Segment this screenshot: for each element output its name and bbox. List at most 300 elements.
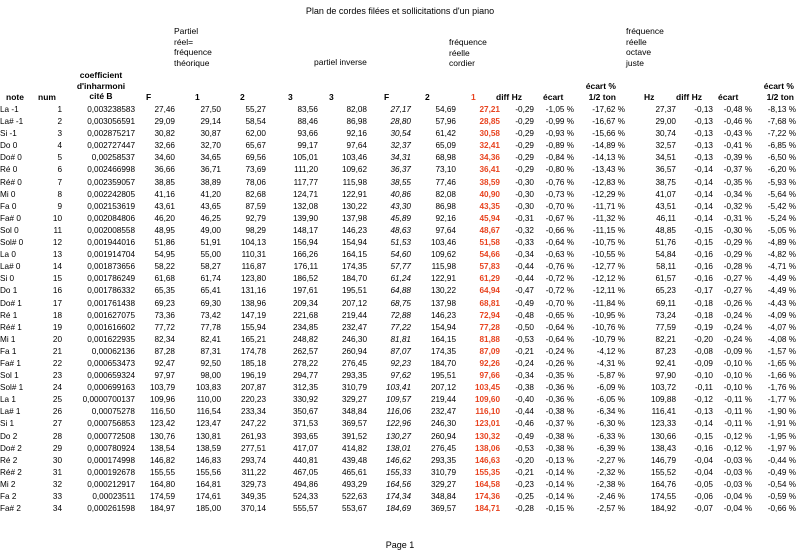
cell-note: Fa# 2 xyxy=(0,504,21,514)
cell-ecart-pct2: -4,71 % xyxy=(767,262,796,272)
table-row xyxy=(0,177,796,189)
cell-freq-octave: 38,75 xyxy=(655,177,676,187)
cell-inv2: 82,08 xyxy=(435,189,456,199)
table-row xyxy=(0,273,796,285)
cell-diff-hz: -0,44 xyxy=(515,262,534,272)
cell-p2: 55,27 xyxy=(245,105,266,114)
cell-p2: 370,14 xyxy=(240,504,266,514)
cell-p2: 165,21 xyxy=(240,334,266,344)
cell-f: 65,35 xyxy=(154,286,175,296)
cell-diff-hz2: -0,05 xyxy=(694,479,713,489)
cell-coef-b: 0,00258537 xyxy=(91,153,135,163)
cell-inv3: 82,08 xyxy=(346,105,367,114)
cell-f: 32,66 xyxy=(154,141,175,151)
cell-freq-octave: 54,84 xyxy=(655,250,676,260)
cell-inv2: 122,91 xyxy=(430,274,456,284)
cell-inv3: 369,57 xyxy=(341,419,367,429)
cell-diff-hz2: -0,14 xyxy=(694,177,713,187)
cell-diff-hz: -0,21 xyxy=(515,467,534,477)
cell-diff-hz: -0,49 xyxy=(515,298,534,308)
cell-f: 29,09 xyxy=(154,117,175,127)
cell-ecart: -0,36 % xyxy=(545,383,574,393)
cell-freq-cordier: 34,36 xyxy=(479,153,500,163)
cell-ecart-pct2: -4,82 % xyxy=(767,250,796,260)
cell-p1: 55,00 xyxy=(200,250,221,260)
cell-inv-f: 34,31 xyxy=(390,153,411,163)
cell-inv3: 310,79 xyxy=(341,383,367,393)
cell-p2: 82,68 xyxy=(245,189,266,199)
coef-inharmonicite-header: coefficient d'inharmoni cité B xyxy=(76,70,126,101)
cell-ecart-pct2: -0,59 % xyxy=(767,492,796,501)
col-header-ecart: écart xyxy=(543,92,564,102)
table-row xyxy=(0,467,796,479)
cell-p2: 155,94 xyxy=(240,322,266,332)
cell-inv-f: 43,30 xyxy=(390,201,411,211)
cell-ecart-pct: -4,12 % xyxy=(596,346,625,356)
cell-freq-cordier: 27,21 xyxy=(479,105,500,114)
cell-diff-hz: -0,25 xyxy=(515,492,534,501)
cell-num: 8 xyxy=(57,189,62,199)
cell-inv3: 553,67 xyxy=(341,504,367,514)
cell-inv3: 195,51 xyxy=(341,286,367,296)
cell-inv-f: 38,55 xyxy=(390,177,411,187)
cell-p3: 209,34 xyxy=(292,298,318,308)
cell-p3: 524,33 xyxy=(292,492,318,501)
cell-ecart-pct2: -6,20 % xyxy=(767,165,796,175)
cell-p2: 329,73 xyxy=(240,479,266,489)
col-header-fb: F xyxy=(384,92,390,102)
cell-f: 36,66 xyxy=(154,165,175,175)
cell-p2: 98,29 xyxy=(245,225,266,235)
cell-p1: 29,14 xyxy=(200,117,221,127)
cell-coef-b: 0,000699163 xyxy=(87,383,135,393)
cell-diff-hz: -0,29 xyxy=(515,105,534,114)
cell-ecart: -0,26 % xyxy=(545,358,574,368)
cell-ecart2: -0,04 % xyxy=(723,504,752,514)
col-header-num: num xyxy=(38,92,56,102)
cell-inv-f: 103,41 xyxy=(385,383,411,393)
cell-num: 21 xyxy=(52,346,62,356)
cell-ecart2: -0,46 % xyxy=(723,117,752,127)
cell-f: 38,85 xyxy=(154,177,175,187)
cell-freq-octave: 73,24 xyxy=(655,310,676,320)
cell-ecart-pct2: -1,77 % xyxy=(767,395,796,405)
cell-ecart-pct: -17,62 % xyxy=(592,105,625,114)
cell-inv-f: 40,86 xyxy=(390,189,411,199)
cell-inv2: 164,15 xyxy=(430,334,456,344)
cell-p1: 146,83 xyxy=(195,455,221,465)
cell-ecart2: -0,03 % xyxy=(723,467,752,477)
cell-p1: 27,50 xyxy=(200,105,221,114)
cell-inv3: 146,23 xyxy=(341,225,367,235)
cell-note: Ré 0 xyxy=(0,165,18,175)
cell-inv3: 465,61 xyxy=(341,467,367,477)
cell-ecart-pct2: -1,97 % xyxy=(767,443,796,453)
cell-note: Fa 2 xyxy=(0,492,17,501)
cell-inv2: 57,96 xyxy=(435,117,456,127)
cell-num: 32 xyxy=(52,479,62,489)
cell-inv3: 109,62 xyxy=(341,165,367,175)
table-row xyxy=(0,334,796,346)
cell-ecart2: -0,10 % xyxy=(723,383,752,393)
cell-inv-f: 97,62 xyxy=(390,371,411,381)
cell-freq-cordier: 138,06 xyxy=(474,443,500,453)
table-row xyxy=(0,491,796,503)
cell-p1: 65,41 xyxy=(200,286,221,296)
cell-p1: 38,89 xyxy=(200,177,221,187)
cell-diff-hz: -0,32 xyxy=(515,225,534,235)
cell-p2: 78,06 xyxy=(245,177,266,187)
cell-diff-hz: -0,21 xyxy=(515,346,534,356)
cell-ecart-pct2: -5,24 % xyxy=(767,213,796,223)
cell-diff-hz2: -0,15 xyxy=(694,431,713,441)
cell-diff-hz2: -0,16 xyxy=(694,262,713,272)
cell-diff-hz: -0,44 xyxy=(515,274,534,284)
cell-inv2: 329,27 xyxy=(430,479,456,489)
cell-num: 31 xyxy=(52,467,62,477)
cell-num: 18 xyxy=(52,310,62,320)
cell-p3: 105,01 xyxy=(292,153,318,163)
cell-f: 73,36 xyxy=(154,310,175,320)
cell-f: 116,50 xyxy=(150,407,175,417)
cell-coef-b: 0,000756853 xyxy=(87,419,135,429)
cell-diff-hz2: -0,07 xyxy=(694,504,713,514)
cell-inv2: 86,98 xyxy=(435,201,456,211)
cell-p3: 139,90 xyxy=(292,213,318,223)
cell-freq-cordier: 38,59 xyxy=(479,177,500,187)
cell-coef-b: 0,001622935 xyxy=(87,334,135,344)
cell-freq-cordier: 43,35 xyxy=(479,201,500,211)
cell-diff-hz2: -0,14 xyxy=(694,419,713,429)
cell-inv-f: 57,77 xyxy=(390,262,411,272)
cell-diff-hz2: -0,13 xyxy=(694,117,713,127)
cell-ecart: -0,63 % xyxy=(545,250,574,260)
cell-freq-cordier: 45,94 xyxy=(479,213,500,223)
cell-diff-hz: -0,34 xyxy=(515,250,534,260)
cell-coef-b: 0,000772508 xyxy=(87,431,135,441)
cell-inv3: 246,30 xyxy=(341,334,367,344)
cell-note: Fa 1 xyxy=(0,346,17,356)
col-header-hz: Hz xyxy=(644,92,655,102)
cell-note: Si 0 xyxy=(0,274,15,284)
cell-inv2: 246,30 xyxy=(430,419,456,429)
cell-ecart-pct: -2,38 % xyxy=(596,479,625,489)
cell-ecart2: -0,48 % xyxy=(723,105,752,114)
cell-num: 7 xyxy=(57,177,62,187)
cell-freq-cordier: 146,63 xyxy=(474,455,500,465)
cell-p1: 51,91 xyxy=(200,238,221,248)
cell-ecart-pct: -10,75 % xyxy=(592,238,625,248)
cell-ecart-pct2: -0,66 % xyxy=(767,504,796,514)
cell-note: Do 2 xyxy=(0,431,18,441)
cell-diff-hz2: -0,13 xyxy=(694,129,713,139)
cell-inv3: 92,16 xyxy=(346,129,367,139)
cell-f: 174,59 xyxy=(149,492,175,501)
cell-note: Ré 2 xyxy=(0,455,18,465)
cell-note: Mi 1 xyxy=(0,334,16,344)
cell-inv-f: 184,69 xyxy=(385,504,411,514)
table-row xyxy=(0,322,796,334)
cell-p2: 293,74 xyxy=(240,455,266,465)
cell-freq-cordier: 68,81 xyxy=(479,298,500,308)
cell-p3: 176,11 xyxy=(293,262,318,272)
cell-inv3: 219,44 xyxy=(341,310,367,320)
cell-ecart-pct: -6,05 % xyxy=(596,395,625,405)
cell-diff-hz: -0,29 xyxy=(515,141,534,151)
cell-ecart2: -0,26 % xyxy=(723,298,752,308)
cell-freq-cordier: 36,41 xyxy=(479,165,500,175)
cell-ecart-pct: -13,43 % xyxy=(592,165,625,175)
cell-coef-b: 0,00062136 xyxy=(91,346,135,356)
cell-diff-hz: -0,44 xyxy=(515,407,534,417)
cell-f: 27,46 xyxy=(154,105,175,114)
cell-note: Sol 1 xyxy=(0,371,19,381)
cell-freq-octave: 41,07 xyxy=(655,189,676,199)
cell-freq-octave: 77,59 xyxy=(655,322,676,332)
cell-inv-f: 64,88 xyxy=(390,286,411,296)
cell-p1: 41,20 xyxy=(200,189,221,199)
cell-ecart2: -0,10 % xyxy=(723,358,752,368)
cell-inv-f: 28,80 xyxy=(390,117,411,127)
cell-f: 48,95 xyxy=(154,225,175,235)
cell-ecart: -0,89 % xyxy=(545,141,574,151)
cell-num: 33 xyxy=(52,492,62,501)
cell-p3: 148,17 xyxy=(292,225,318,235)
cell-ecart2: -0,43 % xyxy=(723,129,752,139)
cell-diff-hz2: -0,08 xyxy=(694,346,713,356)
cell-freq-cordier: 92,26 xyxy=(479,358,500,368)
cell-num: 9 xyxy=(57,201,62,211)
cell-inv3: 103,46 xyxy=(341,153,367,163)
cell-p2: 311,22 xyxy=(241,467,266,477)
table-row xyxy=(0,104,796,116)
cell-num: 17 xyxy=(52,298,62,308)
cell-f: 46,20 xyxy=(154,213,175,223)
cell-p3: 393,65 xyxy=(292,431,318,441)
cell-f: 82,34 xyxy=(154,334,175,344)
cell-num: 15 xyxy=(52,274,62,284)
cell-freq-cordier: 40,90 xyxy=(479,189,500,199)
cell-note: La -1 xyxy=(0,105,19,114)
cell-note: Do# 1 xyxy=(0,298,22,308)
cell-p2: 69,56 xyxy=(245,153,266,163)
cell-num: 13 xyxy=(52,250,62,260)
cell-p3: 186,52 xyxy=(292,274,318,284)
cell-ecart2: -0,11 % xyxy=(724,407,752,417)
cell-p2: 147,19 xyxy=(240,310,266,320)
cell-p3: 124,71 xyxy=(292,189,318,199)
cell-note: Si -1 xyxy=(0,129,17,139)
cell-diff-hz2: -0,10 xyxy=(694,371,713,381)
cell-inv-f: 130,27 xyxy=(385,431,411,441)
cell-num: 5 xyxy=(57,153,62,163)
cell-inv3: 184,70 xyxy=(341,274,367,284)
cell-freq-cordier: 123,01 xyxy=(474,419,500,429)
table-row xyxy=(0,128,796,140)
cell-p3: 467,05 xyxy=(292,467,318,477)
cell-ecart: -0,35 % xyxy=(545,371,574,381)
cell-freq-cordier: 87,09 xyxy=(479,346,500,356)
cell-p1: 103,83 xyxy=(195,383,221,393)
cell-freq-cordier: 30,58 xyxy=(479,129,500,139)
cell-inv-f: 68,75 xyxy=(390,298,411,308)
cell-p3: 132,08 xyxy=(292,201,318,211)
cell-inv3: 115,98 xyxy=(342,177,367,187)
cell-note: Do 0 xyxy=(0,141,18,151)
cell-inv2: 260,94 xyxy=(430,431,456,441)
cell-diff-hz: -0,38 xyxy=(515,383,534,393)
cell-f: 54,95 xyxy=(154,250,175,260)
cell-p2: 92,79 xyxy=(245,213,266,223)
cell-diff-hz: -0,29 xyxy=(515,117,534,127)
cell-diff-hz2: -0,19 xyxy=(694,322,713,332)
cell-freq-octave: 69,11 xyxy=(656,298,676,308)
cell-ecart-pct: -15,66 % xyxy=(592,129,625,139)
cell-ecart-pct2: -5,05 % xyxy=(767,225,796,235)
table-row xyxy=(0,358,796,370)
cell-coef-b: 0,001627075 xyxy=(87,310,135,320)
cell-inv2: 109,62 xyxy=(430,250,456,260)
cell-inv3: 414,82 xyxy=(341,443,367,453)
cell-ecart-pct2: -1,91 % xyxy=(767,419,796,429)
cell-inv3: 232,47 xyxy=(341,322,367,332)
cell-inv3: 130,22 xyxy=(341,201,367,211)
cell-ecart-pct2: -1,65 % xyxy=(767,358,796,368)
cell-freq-octave: 27,37 xyxy=(655,105,676,114)
cell-ecart: -0,76 % xyxy=(545,262,574,272)
cell-num: 2 xyxy=(57,117,62,127)
table-row xyxy=(0,201,796,213)
cell-num: 1 xyxy=(57,105,62,114)
ecart-pct2-header: écart % 1/2 ton xyxy=(763,81,794,102)
cell-freq-cordier: 103,45 xyxy=(474,383,500,393)
cell-ecart: -0,38 % xyxy=(545,443,574,453)
cell-coef-b: 0,002153619 xyxy=(87,201,135,211)
cell-coef-b: 0,001914704 xyxy=(87,250,135,260)
cell-ecart2: -0,12 % xyxy=(723,443,752,453)
cell-inv3: 137,98 xyxy=(341,213,367,223)
cell-ecart: -0,70 % xyxy=(545,201,574,211)
cell-num: 25 xyxy=(52,395,62,405)
cell-num: 11 xyxy=(53,225,62,235)
cell-f: 51,86 xyxy=(154,238,175,248)
cell-ecart-pct2: -5,64 % xyxy=(767,189,796,199)
cell-inv2: 146,23 xyxy=(430,310,456,320)
cell-diff-hz2: -0,04 xyxy=(694,467,713,477)
cell-note: Fa# 0 xyxy=(0,213,21,223)
cell-ecart: -0,13 % xyxy=(545,455,574,465)
cell-ecart: -0,99 % xyxy=(545,117,574,127)
cell-coef-b: 0,002466998 xyxy=(87,165,135,175)
cell-p2: 62,00 xyxy=(245,129,266,139)
cell-coef-b: 0,002875217 xyxy=(87,129,135,139)
cell-ecart2: -0,27 % xyxy=(723,286,752,296)
cell-inv-f: 109,57 xyxy=(385,395,411,405)
col-header-diffhz: diff Hz xyxy=(496,92,522,102)
cell-ecart-pct2: -1,76 % xyxy=(767,383,796,393)
cell-f: 164,80 xyxy=(149,479,175,489)
cell-p3: 197,61 xyxy=(292,286,318,296)
cell-p3: 99,17 xyxy=(297,141,318,151)
cell-inv2: 184,70 xyxy=(430,358,456,368)
cell-freq-cordier: 164,58 xyxy=(474,479,500,489)
cell-freq-octave: 48,85 xyxy=(655,225,676,235)
cell-diff-hz: -0,29 xyxy=(515,153,534,163)
table-row xyxy=(0,418,796,430)
cell-note: Do# 0 xyxy=(0,153,22,163)
cell-p2: 277,51 xyxy=(240,443,266,453)
cell-inv-f: 48,63 xyxy=(390,225,411,235)
cell-freq-octave: 109,88 xyxy=(650,395,676,405)
cell-p2: 247,22 xyxy=(240,419,266,429)
cell-inv-f: 155,33 xyxy=(385,467,411,477)
cell-ecart-pct: -6,09 % xyxy=(596,383,625,393)
cell-coef-b: 0,002242805 xyxy=(87,189,135,199)
freq-reelle-octave-header: fréquence réelle octave juste xyxy=(626,26,664,68)
cell-num: 6 xyxy=(57,165,62,175)
cell-num: 23 xyxy=(52,371,62,381)
cell-p2: 65,67 xyxy=(245,141,266,151)
cell-ecart-pct2: -0,44 % xyxy=(767,455,796,465)
cell-ecart-pct: -10,76 % xyxy=(592,322,625,332)
cell-f: 58,22 xyxy=(154,262,175,272)
cell-p1: 30,87 xyxy=(200,129,221,139)
cell-ecart2: -0,34 % xyxy=(723,189,752,199)
cell-ecart-pct: -12,12 % xyxy=(592,274,625,284)
cell-inv-f: 45,89 xyxy=(390,213,411,223)
cell-ecart-pct: -2,57 % xyxy=(596,504,625,514)
cell-freq-cordier: 28,85 xyxy=(479,117,500,127)
cell-inv3: 522,63 xyxy=(341,492,367,501)
cell-inv3: 493,29 xyxy=(341,479,367,489)
cell-ecart-pct: -6,39 % xyxy=(596,443,625,453)
cell-inv2: 92,16 xyxy=(435,213,456,223)
col-header-note: note xyxy=(6,92,24,102)
cell-p2: 58,54 xyxy=(245,117,266,127)
cell-p1: 87,31 xyxy=(200,346,221,356)
cell-p3: 371,53 xyxy=(292,419,318,429)
cell-freq-cordier: 51,58 xyxy=(479,238,500,248)
cell-freq-octave: 138,43 xyxy=(650,443,676,453)
cell-diff-hz2: -0,17 xyxy=(694,286,713,296)
cell-ecart: -0,76 % xyxy=(545,177,574,187)
cell-inv3: 122,91 xyxy=(341,189,367,199)
cell-ecart-pct: -12,29 % xyxy=(592,189,625,199)
cell-ecart: -0,65 % xyxy=(545,310,574,320)
cell-f: 184,97 xyxy=(149,504,175,514)
cell-freq-cordier: 72,94 xyxy=(479,310,500,320)
cell-p3: 494,86 xyxy=(292,479,318,489)
cell-ecart-pct2: -6,50 % xyxy=(767,153,796,163)
cell-p3: 278,22 xyxy=(292,358,318,368)
cell-ecart: -0,14 % xyxy=(545,479,574,489)
cell-note: La 0 xyxy=(0,250,16,260)
cell-num: 29 xyxy=(52,443,62,453)
cell-freq-octave: 32,57 xyxy=(655,141,676,151)
cell-coef-b: 0,000659324 xyxy=(87,371,135,381)
cell-ecart2: -0,27 % xyxy=(723,274,752,284)
cell-p2: 110,31 xyxy=(241,250,266,260)
cell-num: 10 xyxy=(52,213,62,223)
cell-diff-hz2: -0,14 xyxy=(694,189,713,199)
cell-note: Mi 0 xyxy=(0,189,16,199)
cell-ecart2: -0,30 % xyxy=(723,225,752,235)
cell-diff-hz: -0,31 xyxy=(515,213,534,223)
cell-inv2: 65,09 xyxy=(435,141,456,151)
table-row xyxy=(0,503,796,515)
cell-ecart2: -0,32 % xyxy=(723,201,752,211)
cell-ecart-pct2: -4,89 % xyxy=(767,238,796,248)
